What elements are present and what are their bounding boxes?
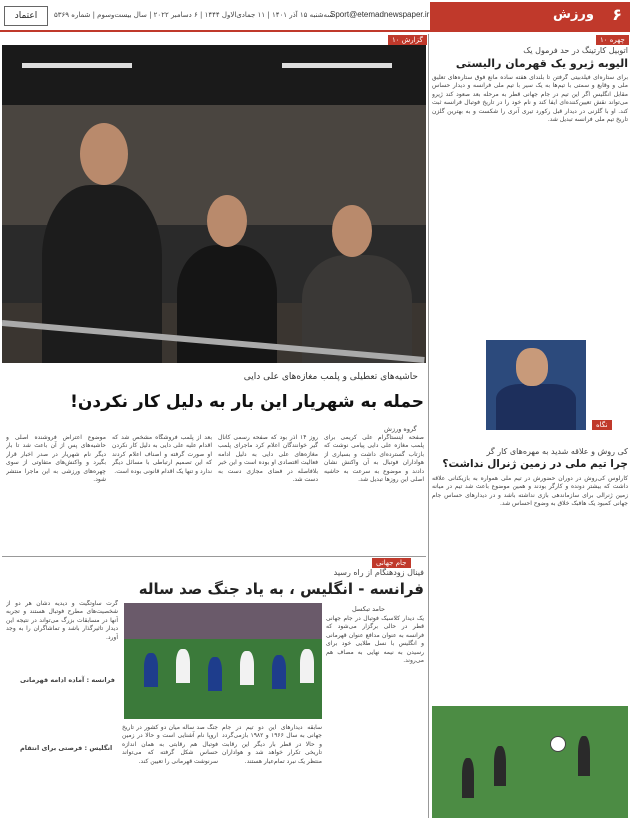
right-mid-kicker: کی روش و علاقه شدید به مهره‌های کار گر bbox=[486, 447, 628, 456]
newspaper-logo: اعتماد bbox=[4, 6, 48, 26]
main-headline: حمله به شهریار این بار به دلیل کار نکردن! bbox=[70, 392, 424, 412]
main-column-3: بعد از پلمب فروشگاه مشخص شد که اقدام علیه علی دایی به دلیل کار نکردن او صورت گرفته و اصناف اعلام کردند که این تصمیم ارتباطی با مسائل دیگر ندارد و تنها یک اقدام قانونی بوده است. bbox=[112, 434, 212, 475]
player-figure bbox=[144, 653, 158, 687]
photo-tag-right: نگاه bbox=[592, 420, 612, 430]
bottom-kicker: فینال زودهنگام از راه رسید bbox=[333, 568, 424, 577]
photo-crowd bbox=[124, 603, 322, 639]
player-face bbox=[516, 348, 548, 386]
player-shirt bbox=[496, 384, 576, 430]
right-headline: الیوبه ژیرو یک قهرمان رالیستی bbox=[455, 57, 628, 70]
section-banner bbox=[430, 2, 630, 30]
page-header bbox=[0, 0, 630, 32]
main-subheadline: حاشیه‌های تعطیلی و پلمب مغازه‌های علی دایی bbox=[243, 372, 418, 382]
player-figure bbox=[176, 649, 190, 683]
training-photo bbox=[432, 706, 628, 818]
bottom-subhead-1: فرانسه : آماده ادامه قهرمانی bbox=[20, 676, 115, 684]
right-kicker: اتوبیل کارتینگ در حد فرمول یک bbox=[523, 46, 628, 55]
person-head bbox=[80, 123, 128, 185]
bottom-headline: فرانسه - انگلیس ، به یاد جنگ صد ساله bbox=[138, 580, 424, 598]
photo-light bbox=[282, 63, 392, 68]
player-figure bbox=[578, 736, 590, 776]
right-tag: چهره ۱۰ bbox=[596, 35, 629, 45]
right-body: برای ستاره‌ای فیلدبیتی گرفتن تا بلندای هفته ساده مانع فوق ستاره‌های تعلیق ملی و وقایع و سمتی با تیم‌ها به یک سیر با تیم ملی فرانسه و دیدار حساس مقابل انگلیس اگر این تیم در جام جهانی قطر به مرحله بعد صعود کند ژیرو می‌تواند نقش تعیین‌کننده‌ای ایفا کند و نام خود را در تاریخ فوتبال فرانسه ثبت کند. او با گلزنی در دیدار قبل رکورد تیری آنری را شکست و به بهترین گلزن تاریخ تیم ملی فرانسه تبدیل شد. bbox=[432, 74, 628, 124]
main-photo bbox=[2, 45, 426, 363]
person-head bbox=[332, 205, 372, 257]
giroud-photo bbox=[486, 340, 586, 430]
player-figure bbox=[300, 649, 314, 683]
bottom-column-3: جنگ صد ساله میان دو کشور در تاریخ اروپا نام آشنایی است و حالا در زمین فوتبال هم رقابتی به همان اندازه حساس شکل گرفته که می‌تواند سرنوشت قهرمانی را تعیین کند. bbox=[122, 724, 218, 765]
player-figure bbox=[272, 655, 286, 689]
section-divider bbox=[2, 556, 426, 557]
main-column-4: موضوع اعتراض فروشنده اصلی و حاشیه‌های پس از آن باعث شد تا بار دیگر نام شهریار در صدر اخبار قرار بگیرد و واکنش‌های متفاوتی از سوی چهره‌های ورزشی به این ماجرا منتشر شود. bbox=[6, 434, 106, 484]
bottom-byline: حامد تبکسل bbox=[352, 605, 386, 613]
right-mid-body: کارلوس کی‌روش در دوران حضورش در تیم ملی همواره به بازیکنانی علاقه داشت که بیشتر دونده و کارگر بودند و همین موضوع باعث شد تیم در میانه زمین ژنرالی برای سازماندهی بازی نداشته باشد و در دیدارهای حساس جام جهانی کمبود یک هافبک خلاق به وضوح احساس شد. bbox=[432, 475, 628, 508]
bottom-tag: جام جهانی bbox=[372, 558, 411, 568]
player-figure bbox=[494, 746, 506, 786]
main-column-1: صفحه اینستاگرام علی کریمی برای پلمب مغازه علی دایی پیامی نوشت که بازتاب گسترده‌ای داشت و بسیاری از هواداران فوتبال به آن واکنش نشان دادند و موضوع به سرعت به حاشیه اصلی این روزها تبدیل شد. bbox=[324, 434, 424, 484]
photo-tag: گزارش ۱۰ bbox=[388, 35, 427, 45]
section-title: ورزش bbox=[553, 7, 594, 22]
player-figure bbox=[462, 758, 474, 798]
match-photo bbox=[124, 603, 322, 719]
section-email[interactable]: Sport@etemadnewspaper.ir bbox=[330, 10, 430, 19]
ball bbox=[550, 736, 566, 752]
bottom-column-1: یک دیدار کلاسیک فوتبال در جام جهانی قطر در حالی برگزار می‌شود که فرانسه به عنوان مدافع عنوان قهرمانی و انگلیس با نسل طلایی خود برای رسیدن به نیمه نهایی به مصاف هم می‌روند. bbox=[326, 615, 424, 665]
main-column-2: روز ۱۴ آذر بود که صفحه رسمی کانال گیر خوانندگان اعلام کرد ماجرای پلمب مغازه‌های علی دایی به دلیل ادامه فعالیت اقتصادی او بوده است و این خبر بلافاصله در فضای مجازی دست به دست شد. bbox=[218, 434, 318, 484]
right-mid-headline: چرا تیم ملی در زمین ژنرال نداشت؟ bbox=[442, 458, 628, 470]
player-figure bbox=[240, 651, 254, 685]
main-byline: گروه ورزش bbox=[384, 425, 417, 433]
photo-ceiling bbox=[2, 45, 426, 105]
dateline: سه‌شنبه ۱۵ آذر ۱۴۰۱ | ۱۱ جمادی‌الاول ۱۴۴۴ | ۶ دسامبر ۲۰۲۲ | سال بیست‌وسوم | شماره ۵۳۶۹ bbox=[54, 11, 334, 19]
bottom-column-2: سابقه دیدارهای این دو تیم در جام جهانی به سال ۱۹۶۶ و ۱۹۸۲ بازمی‌گردد و حالا در قطر بار دیگر این رقابت تاریخی تکرار خواهد شد و هواداران منتظر یک نبرد تمام‌عیار هستند. bbox=[222, 724, 322, 765]
person-head bbox=[207, 195, 247, 247]
player-figure bbox=[208, 657, 222, 691]
column-divider bbox=[428, 34, 429, 818]
photo-light bbox=[22, 63, 132, 68]
bottom-subhead-2: انگلیس : فرصتی برای انتقام bbox=[20, 744, 113, 752]
bottom-column-4: گرت ساوتگیت و دیدیه دشان هر دو از شخصیت‌های مطرح فوتبال هستند و تجربه آنها در مسابقات بزرگ می‌تواند در نتیجه این دیدار تاثیرگذار باشد و تماشاگران را به وجد آورد. bbox=[6, 600, 118, 641]
page-number: ۶ bbox=[612, 5, 622, 24]
